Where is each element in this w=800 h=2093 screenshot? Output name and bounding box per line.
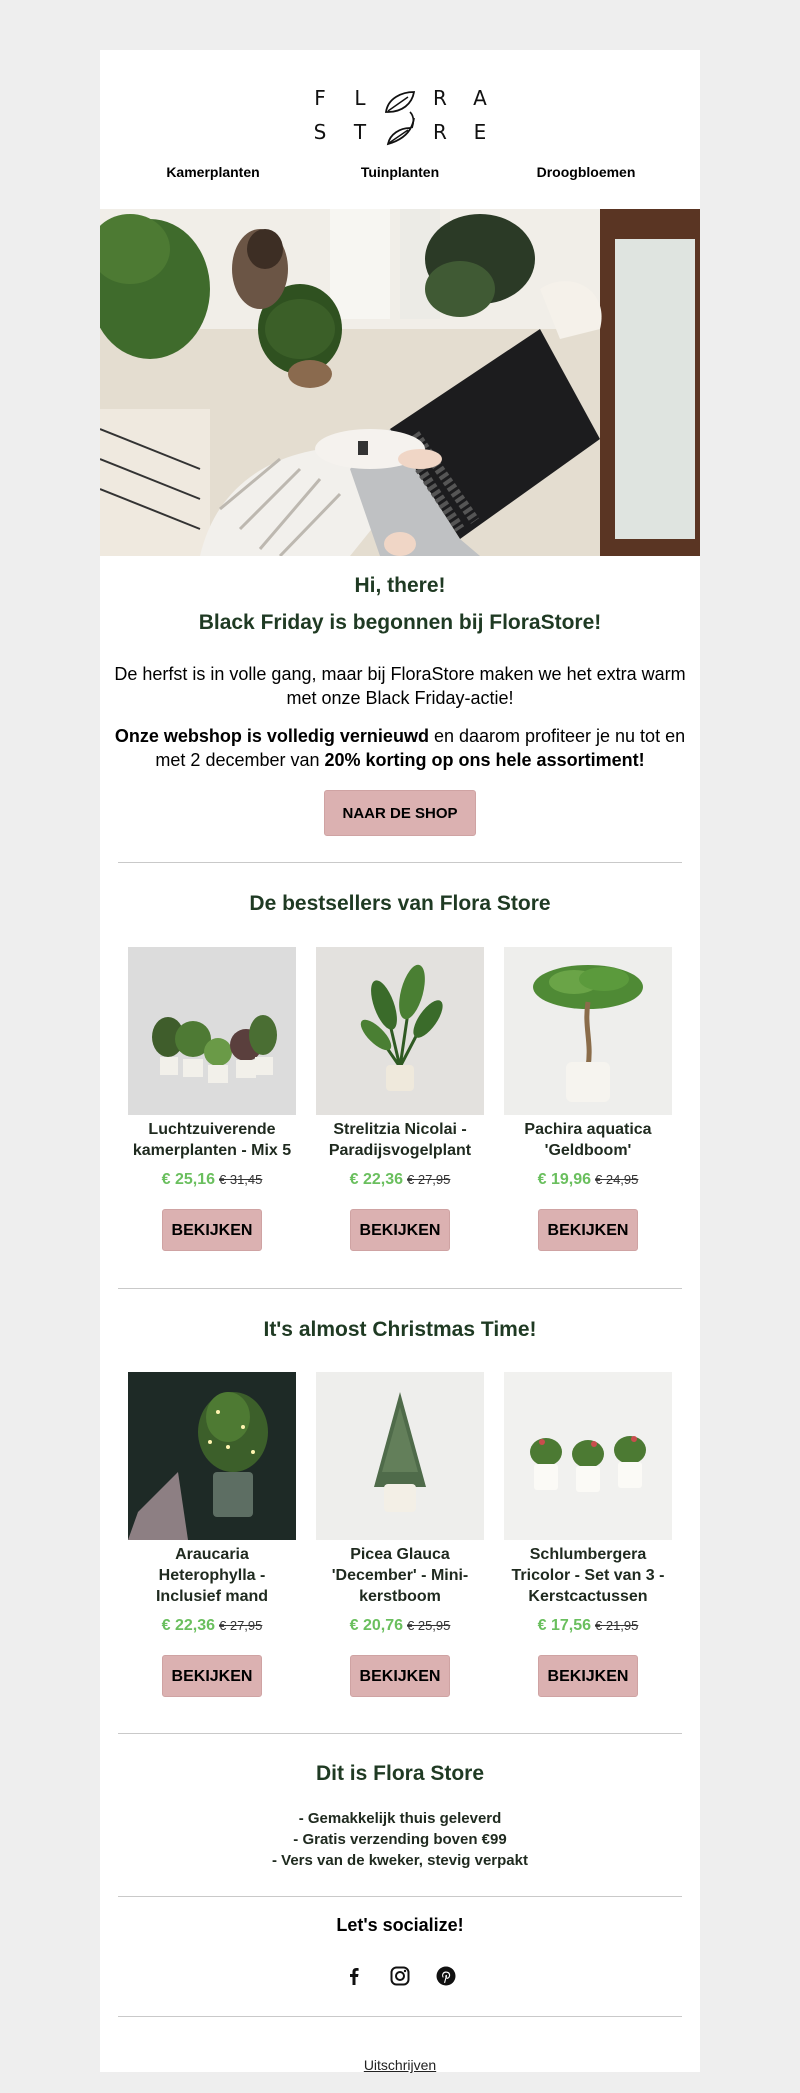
promo-text: en daarom profiteer je nu tot en met 2 december van [155,726,686,770]
logo-letter: F [314,86,326,110]
shop-button[interactable]: NAAR DE SHOP [324,790,476,836]
flora-store-logo[interactable] [100,86,700,156]
product-prices [315,1617,485,1635]
promo-paragraph [110,724,690,772]
logo-letter: S [313,120,327,144]
product-old-price: € 25,95 [407,1618,451,1633]
product-price: € 25,16 [161,1171,215,1188]
product-card [127,947,297,1251]
product-image[interactable] [504,947,672,1115]
facebook-icon[interactable] [342,1964,366,1988]
divider [118,862,682,863]
hero-image[interactable] [100,209,700,556]
black-friday-heading: Black Friday is begonnen bij FloraStore! [198,611,602,634]
promo-bold-1: Onze webshop is volledig vernieuwd [114,726,429,746]
social-heading: Let's socialize! [336,1915,464,1935]
product-image[interactable] [316,947,484,1115]
logo-letter: R [433,86,447,110]
product-prices [127,1617,297,1635]
product-prices [127,1171,297,1189]
product-card [503,947,673,1251]
product-price: € 19,96 [537,1171,591,1188]
usp-item: - Vers van de kweker, stevig verpakt [272,1852,528,1869]
product-image[interactable] [504,1372,672,1540]
product-name[interactable]: Pachira aquatica 'Geldboom' [524,1121,652,1159]
product-old-price: € 27,95 [407,1172,451,1187]
logo-letter: A [473,86,487,110]
logo-letter: L [354,86,366,110]
intro-paragraph: De herfst is in volle gang, maar bij FloraStore maken we het extra warm met onze Black Friday-actie! [114,664,686,708]
about-heading: Dit is Flora Store [315,1762,485,1785]
product-name[interactable]: Schlumbergera Tricolor - Set van 3 - Kerstcactussen [511,1546,665,1605]
product-image[interactable] [128,1372,296,1540]
divider [118,1733,682,1734]
christmas-heading: It's almost Christmas Time! [263,1318,537,1341]
bestsellers-heading: De bestsellers van Flora Store [249,892,551,915]
top-nav [100,164,700,184]
product-image[interactable] [128,947,296,1115]
product-price: € 22,36 [161,1617,215,1634]
nav-item-tuinplanten[interactable]: Tuinplanten [360,164,440,180]
logo-letter: E [473,120,487,144]
product-card [315,947,485,1251]
logo-letter: R [433,120,447,144]
usp-item: - Gemakkelijk thuis geleverd [298,1810,502,1827]
product-prices [503,1171,673,1189]
product-name[interactable]: Luchtzuiverende kamerplanten - Mix 5 [132,1121,292,1159]
nav-item-droogbloemen[interactable]: Droogbloemen [536,164,636,180]
divider [118,2016,682,2017]
promo-bold-2: 20% korting op ons hele assortiment! [324,750,645,770]
product-card [503,1372,673,1697]
product-price: € 20,76 [349,1617,403,1634]
usp-list [100,1808,700,1871]
product-old-price: € 24,95 [595,1172,639,1187]
product-prices [503,1617,673,1635]
product-prices [315,1171,485,1189]
view-product-button[interactable]: BEKIJKEN [162,1209,262,1251]
product-image[interactable] [316,1372,484,1540]
social-links [100,1964,700,1988]
logo-letter: T [353,120,367,144]
product-old-price: € 27,95 [219,1618,263,1633]
view-product-button[interactable]: BEKIJKEN [350,1655,450,1697]
unsubscribe-link[interactable]: Uitschrijven [363,2057,437,2073]
product-card [315,1372,485,1697]
view-product-button[interactable]: BEKIJKEN [538,1655,638,1697]
product-old-price: € 31,45 [219,1172,263,1187]
product-card [127,1372,297,1697]
greeting-heading: Hi, there! [354,574,446,597]
usp-item: - Gratis verzending boven €99 [293,1831,507,1848]
divider [118,1896,682,1897]
product-price: € 17,56 [537,1617,591,1634]
divider [118,1288,682,1289]
product-name[interactable]: Araucaria Heterophylla - Inclusief mand [155,1546,269,1605]
instagram-icon[interactable] [388,1964,412,1988]
view-product-button[interactable]: BEKIJKEN [538,1209,638,1251]
pinterest-icon[interactable] [434,1964,458,1988]
nav-item-kamerplanten[interactable]: Kamerplanten [166,164,260,180]
product-price: € 22,36 [349,1171,403,1188]
email-container [100,50,700,2072]
view-product-button[interactable]: BEKIJKEN [162,1655,262,1697]
leaf-icon [382,88,418,152]
product-name[interactable]: Picea Glauca 'December' - Mini-kerstboom [331,1546,469,1605]
product-name[interactable]: Strelitzia Nicolai - Paradijsvogelplant [328,1121,472,1159]
view-product-button[interactable]: BEKIJKEN [350,1209,450,1251]
product-old-price: € 21,95 [595,1618,639,1633]
